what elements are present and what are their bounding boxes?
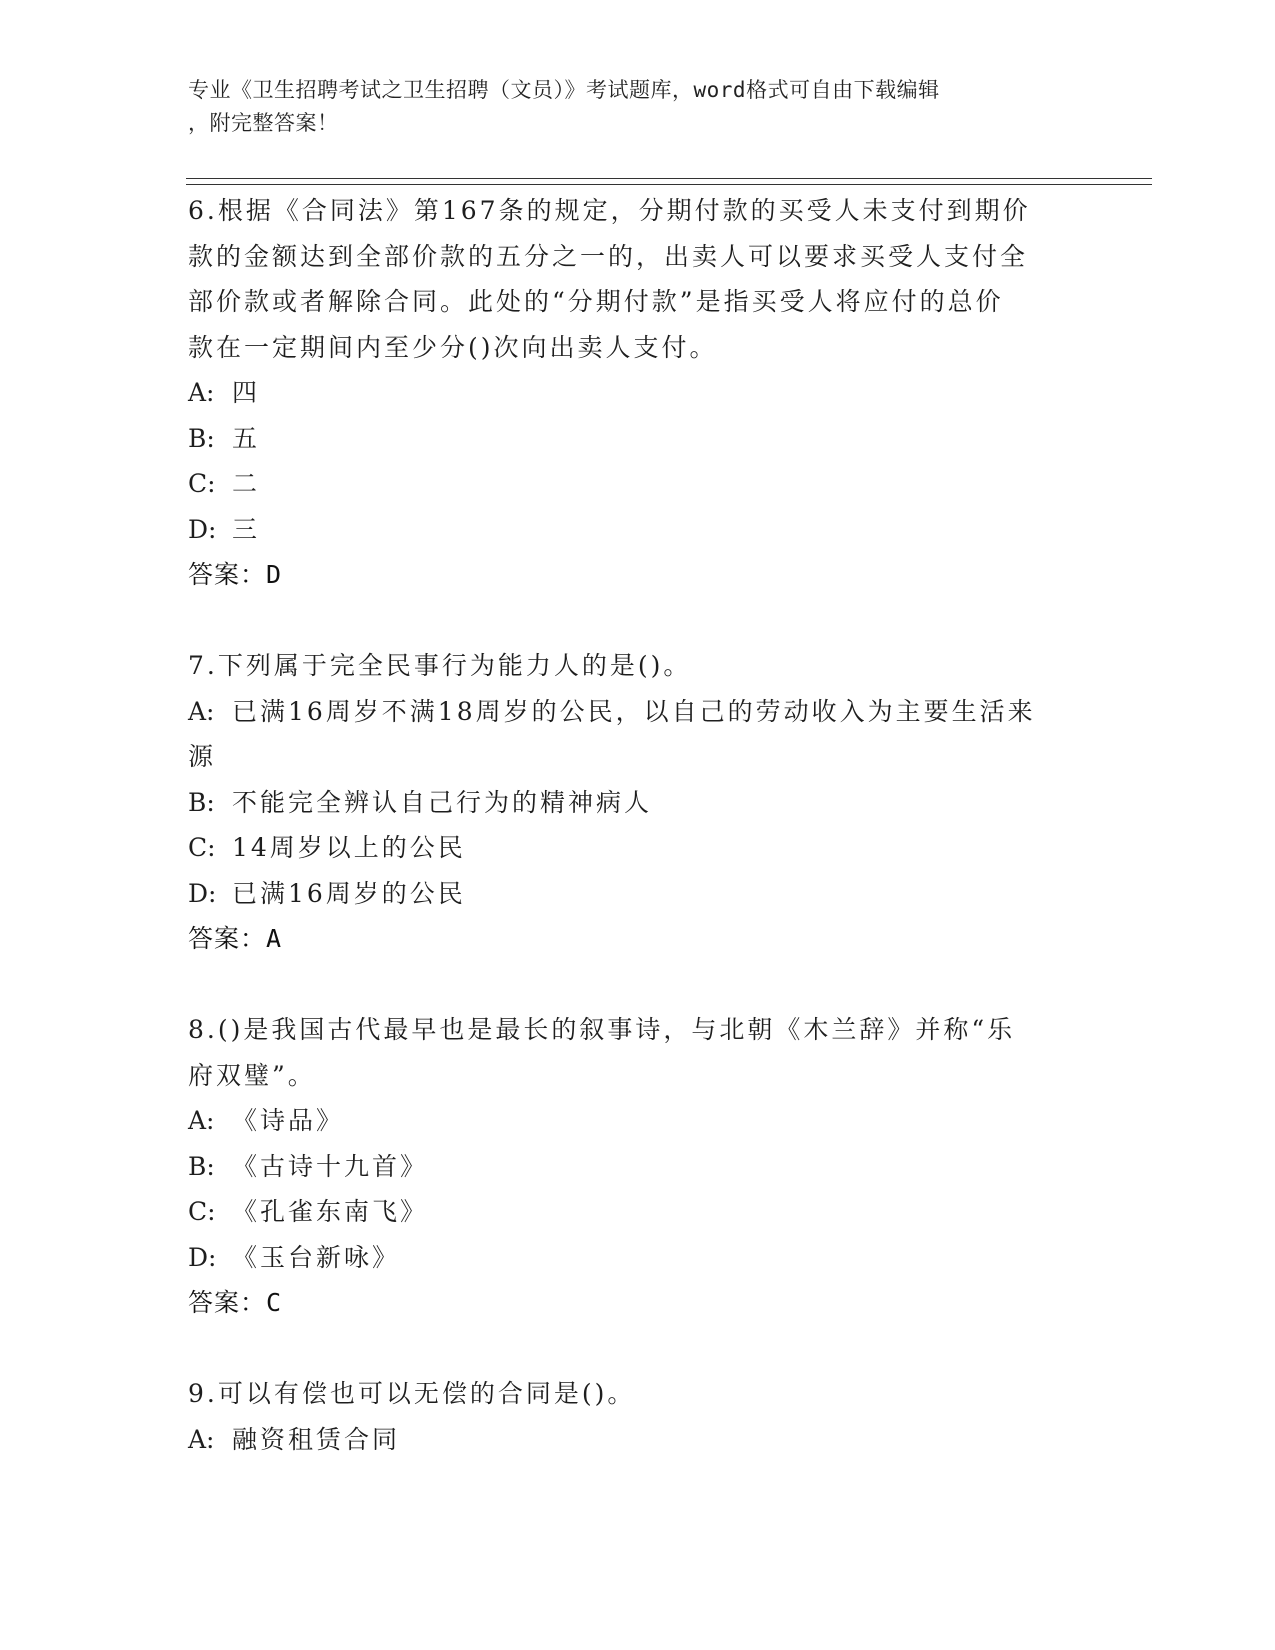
answer-line	[188, 916, 1088, 962]
option-label: B:	[188, 423, 215, 453]
option-text: 《玉台新咏》	[232, 1242, 401, 1272]
option-label: A:	[188, 1106, 215, 1135]
document-header	[188, 74, 1068, 140]
question-block	[188, 1371, 1088, 1462]
option-label: C:	[188, 469, 216, 498]
answer-label: 答案：	[188, 1288, 267, 1317]
option-text: 已满16周岁的公民	[232, 878, 466, 908]
option-item	[188, 416, 1088, 462]
option-label: A:	[188, 696, 215, 726]
option-item	[188, 871, 1088, 917]
question-text: 8.()是我国古代最早也是最长的叙事诗，与北朝《木兰辞》并称“乐	[188, 1015, 1016, 1044]
answer-label: 答案：	[188, 560, 267, 589]
option-item	[188, 1098, 1088, 1144]
question-spacer	[188, 962, 1088, 1008]
option-item	[188, 370, 1088, 416]
question-block	[188, 1007, 1088, 1326]
option-item	[188, 1417, 1088, 1463]
question-text: 款在一定期间内至少分()次向出卖人支付。	[188, 332, 718, 362]
option-text: 已满16周岁不满18周岁的公民，以自己的劳动收入为主要生活来	[232, 696, 1036, 726]
option-label: B:	[188, 787, 215, 817]
question-spacer	[188, 1326, 1088, 1372]
option-text: 《孔雀东南飞》	[232, 1197, 429, 1226]
option-text: 五	[232, 423, 261, 453]
answer-line	[188, 552, 1088, 598]
option-item	[188, 689, 1088, 735]
header-line-2: ，附完整答案！	[188, 111, 339, 135]
option-item	[188, 461, 1088, 507]
option-label: C:	[188, 833, 216, 862]
header-rule-top	[186, 178, 1152, 179]
option-text: 四	[232, 378, 261, 407]
option-item	[188, 734, 1088, 780]
option-item	[188, 1189, 1088, 1235]
answer-value: D	[266, 560, 283, 589]
option-text: 三	[232, 514, 261, 544]
option-label: A:	[188, 1424, 215, 1454]
option-label: A:	[188, 378, 215, 407]
question-text: 款的金额达到全部价款的五分之一的，出卖人可以要求买受人支付全	[188, 241, 1029, 271]
header-rule-bottom	[186, 184, 1152, 185]
option-text: 14周岁以上的公民	[232, 833, 466, 862]
option-item	[188, 507, 1088, 553]
option-text: 二	[232, 469, 261, 498]
option-text: 融资租赁合同	[232, 1424, 401, 1454]
question-text: 6.根据《合同法》第167条的规定，分期付款的买受人未支付到期价	[188, 196, 1031, 225]
option-label: D:	[188, 878, 217, 908]
question-spacer	[188, 598, 1088, 644]
answer-value: C	[266, 1288, 283, 1317]
question-block	[188, 188, 1088, 598]
option-text: 不能完全辨认自己行为的精神病人	[232, 787, 653, 817]
option-label: D:	[188, 514, 217, 544]
option-label: B:	[188, 1151, 215, 1181]
option-item	[188, 780, 1088, 826]
option-item	[188, 1144, 1088, 1190]
question-block	[188, 643, 1088, 962]
option-label: D:	[188, 1242, 217, 1272]
question-list	[188, 188, 1088, 1462]
header-line-1: 专业《卫生招聘考试之卫生招聘（文员）》考试题库，word格式可自由下载编辑	[188, 78, 940, 102]
answer-line	[188, 1280, 1088, 1326]
option-item	[188, 825, 1088, 871]
option-text: 《古诗十九首》	[232, 1151, 429, 1181]
option-text: 《诗品》	[232, 1106, 345, 1135]
option-text: 源	[188, 742, 217, 771]
answer-label: 答案：	[188, 924, 267, 953]
question-text: 9.可以有偿也可以无偿的合同是()。	[188, 1379, 636, 1408]
question-text: 部价款或者解除合同。此处的“分期付款”是指买受人将应付的总价	[188, 287, 1004, 316]
option-item	[188, 1235, 1088, 1281]
question-text: 7.下列属于完全民事行为能力人的是()。	[188, 651, 692, 680]
option-label: C:	[188, 1197, 216, 1226]
answer-value: A	[266, 924, 283, 953]
question-text: 府双璧”。	[188, 1060, 316, 1090]
